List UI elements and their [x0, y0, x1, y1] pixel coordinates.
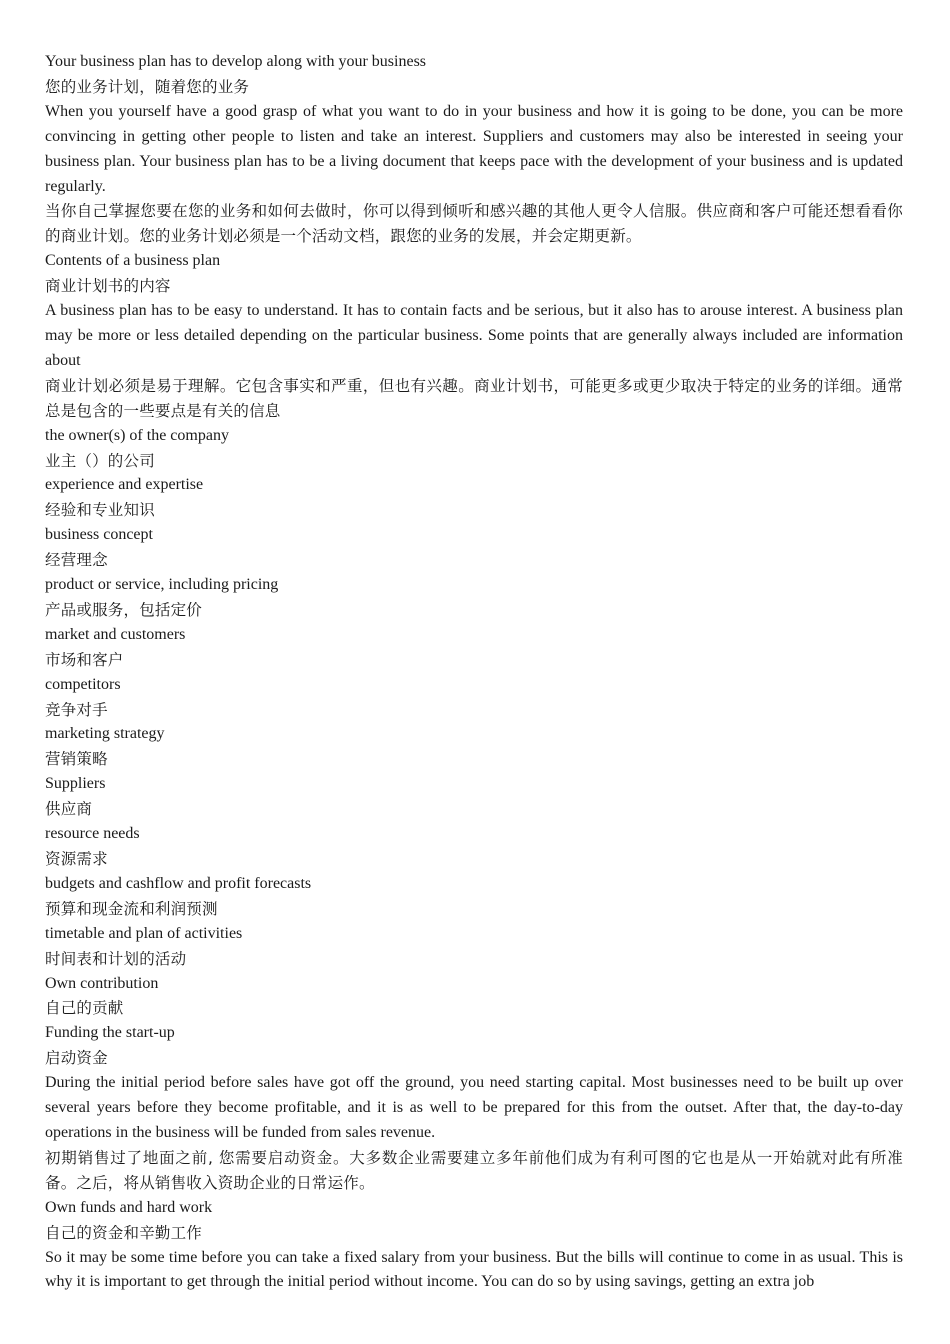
paragraph-grasp-zh: 当你自己掌握您要在您的业务和如何去做时，你可以得到倾听和感兴趣的其他人更令人信服。供应商和客户可能还想看看你的商业计划。您的业务计划必须是一个活动文档，跟您的业务的发展，并会定期更新。: [45, 202, 903, 246]
list-item-experience: experience and expertise: [45, 476, 204, 494]
list-item-budgets: budgets and cashflow and profit forecasts: [45, 874, 312, 892]
heading-plan-develops: Your business plan has to develop along with your business: [45, 53, 427, 70]
heading-contents-zh: 商业计划书的内容: [45, 277, 171, 296]
list-item-suppliers: Suppliers: [45, 775, 106, 793]
paragraph-fixed-salary: So it may be some time before you can take a fixed salary from your business. But the bills will continue to come in as usual. This is why it is important to get through the initial period without income. You can do so by using savings, getting an extra job: [45, 1248, 903, 1291]
list-item-timetable: timetable and plan of activities: [45, 924, 243, 942]
heading-own-funds: Own funds and hard work: [45, 1198, 213, 1216]
heading-own-contribution: Own contribution: [45, 974, 159, 992]
list-item-competitors-zh: 竞争对手: [45, 700, 108, 719]
list-item-timetable-zh: 时间表和计划的活动: [45, 949, 187, 968]
list-item-resources: resource needs: [45, 825, 140, 843]
list-item-concept-zh: 经营理念: [45, 551, 108, 570]
heading-own-contribution-zh: 自己的贡献: [45, 999, 124, 1018]
list-item-market-zh: 市场和客户: [45, 650, 124, 669]
list-item-product: product or service, including pricing: [45, 576, 279, 594]
paragraph-grasp: When you yourself have a good grasp of what you want to do in your business and how it is going to be done, you can be more convincing in getting other people to listen and take an interest. Suppliers and customers may also be interested in seeing your business plan. Your business plan has to be a living document that keeps pace with the development of your business and is updated regularly.: [45, 102, 903, 195]
heading-plan-develops-zh: 您的业务计划，随着您的业务: [45, 77, 250, 96]
paragraph-initial-period-zh: 初期销售过了地面之前, 您需要启动资金。大多数企业需要建立多年前他们成为有利可图的它也是从一开始就对此有所准备。之后，将从销售收入资助企业的日常运作。: [45, 1148, 903, 1192]
list-item-experience-zh: 经验和专业知识: [45, 501, 155, 520]
paragraph-easy-to-understand: A business plan has to be easy to understand. It has to contain facts and be serious, but it also has to arouse interest. A business plan may be more or less detailed depending on the particular business. Some points that are generally always included are information about: [45, 302, 903, 369]
heading-own-funds-zh: 自己的资金和辛勤工作: [45, 1223, 203, 1242]
list-item-competitors: competitors: [45, 675, 121, 693]
list-item-product-zh: 产品或服务，包括定价: [45, 600, 203, 619]
document-page: [45, 50, 903, 1295]
list-item-owners: the owner(s) of the company: [45, 426, 229, 444]
list-item-budgets-zh: 预算和现金流和利润预测: [45, 899, 218, 918]
list-item-marketing: marketing strategy: [45, 725, 165, 743]
list-item-concept: business concept: [45, 526, 153, 544]
heading-contents: Contents of a business plan: [45, 252, 221, 270]
paragraph-initial-period: During the initial period before sales have got off the ground, you need starting capital. Most businesses need to be built up over several years before they become profitable, and it is as well to be prepared for this from the outset. After that, the day-to-day operations in the business will be funded from sales revenue.: [45, 1074, 903, 1141]
list-item-suppliers-zh: 供应商: [45, 800, 93, 819]
list-item-marketing-zh: 营销策略: [45, 750, 108, 769]
heading-funding-zh: 启动资金: [45, 1049, 108, 1068]
paragraph-easy-to-understand-zh: 商业计划必须是易于理解。它包含事实和严重，但也有兴趣。商业计划书，可能更多或更少取决于特定的业务的详细。通常总是包含的一些要点是有关的信息: [45, 376, 903, 420]
list-item-market: market and customers: [45, 625, 186, 643]
heading-funding: Funding the start-up: [45, 1024, 175, 1042]
list-item-resources-zh: 资源需求: [45, 850, 108, 868]
list-item-owners-zh: 业主（）的公司: [45, 451, 155, 470]
